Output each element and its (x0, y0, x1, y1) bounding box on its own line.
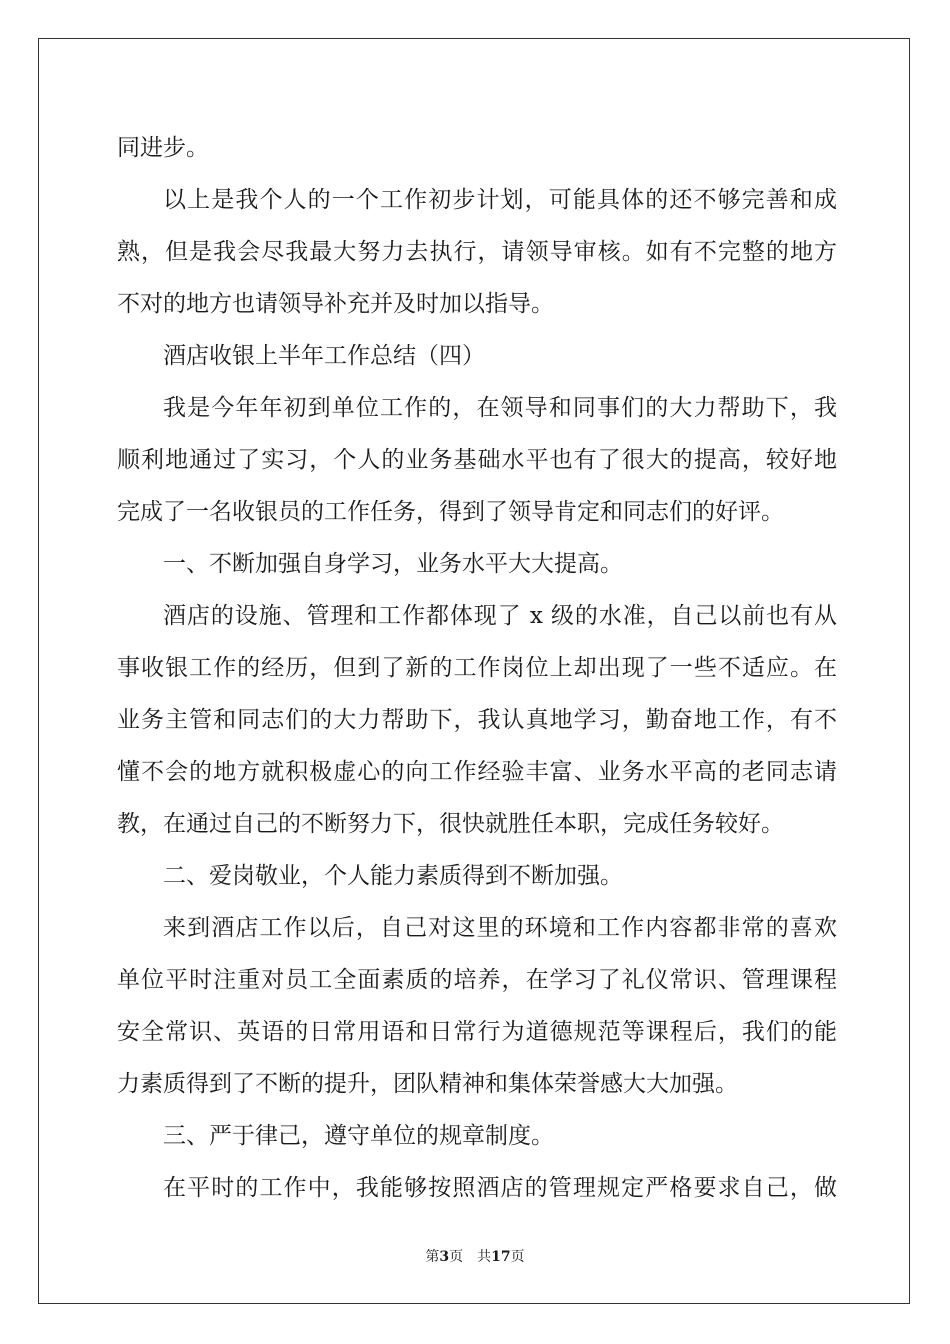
page-suffix: 页 (449, 1249, 464, 1265)
text-line: 顺利地通过了实习，个人的业务基础水平也有了很大的提高，较好地 (117, 447, 837, 473)
page-footer (0, 1246, 950, 1266)
text-line: 以上是我个人的一个工作初步计划，可能具体的还不够完善和成 (163, 187, 837, 213)
text-line: 不对的地方也请领导补充并及时加以指导。 (117, 291, 554, 317)
text-line: 来到酒店工作以后，自己对这里的环境和工作内容都非常的喜欢 (163, 915, 837, 941)
page-prefix: 第 (425, 1249, 440, 1265)
subheading: 二、爱岗敬业，个人能力素质得到不断加强。 (163, 863, 623, 889)
section-title: 酒店收银上半年工作总结（四） (163, 343, 485, 369)
text-line: 我是今年年初到单位工作的，在领导和同事们的大力帮助下，我 (163, 395, 837, 421)
text-line: 力素质得到了不断的提升，团队精神和集体荣誉感大大加强。 (117, 1071, 738, 1097)
text-line: 事收银工作的经历，但到了新的工作岗位上却出现了一些不适应。在 (117, 655, 837, 681)
subheading: 三、严于律己，遵守单位的规章制度。 (163, 1123, 554, 1149)
text-line: 安全常识、英语的日常用语和日常行为道德规范等课程后，我们的能 (117, 1019, 837, 1045)
total-prefix: 共 (477, 1249, 492, 1265)
text-line: 完成了一名收银员的工作任务，得到了领导肯定和同志们的好评。 (117, 499, 784, 525)
text-line: 熟，但是我会尽我最大努力去执行，请领导审核。如有不完整的地方 (117, 239, 837, 265)
text-line: 单位平时注重对员工全面素质的培养，在学习了礼仪常识、管理课程 (117, 967, 837, 993)
text-line: 业务主管和同志们的大力帮助下，我认真地学习，勤奋地工作，有不 (117, 707, 837, 733)
text-line: 懂不会的地方就积极虚心的向工作经验丰富、业务水平高的老同志请 (117, 759, 837, 785)
text-line: 教，在通过自己的不断努力下，很快就胜任本职，完成任务较好。 (117, 811, 784, 837)
text-line: 在平时的工作中，我能够按照酒店的管理规定严格要求自己，做 (163, 1175, 837, 1201)
page-number: 3 (439, 1249, 450, 1265)
total-pages: 17 (491, 1249, 511, 1265)
subheading: 一、不断加强自身学习，业务水平大大提高。 (163, 551, 623, 577)
text-line: 同进步。 (117, 135, 209, 161)
total-suffix: 页 (510, 1249, 525, 1265)
document-body (117, 122, 837, 1214)
text-line: 酒店的设施、管理和工作都体现了 x 级的水准，自己以前也有从 (163, 603, 837, 629)
